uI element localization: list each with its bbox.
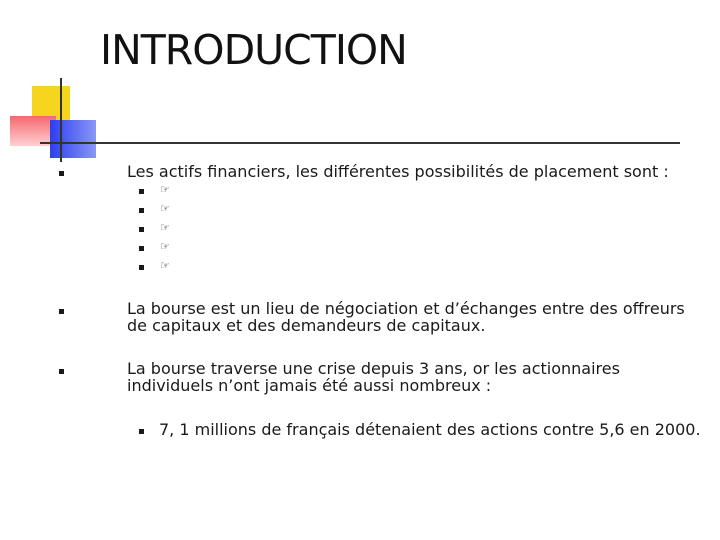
sub-bullet-icon	[139, 227, 144, 232]
bullet-text-line-1: La bourse est un lieu de négociation et d’échanges entre des offreurs	[127, 299, 685, 318]
bullet-icon	[59, 171, 64, 176]
pointing-hand-icon: ☞	[160, 183, 170, 196]
logo-blue-square	[50, 120, 96, 158]
pointing-hand-icon: ☞	[160, 259, 170, 272]
bullet-icon	[59, 309, 64, 314]
pointing-hand-icon: ☞	[160, 221, 170, 234]
sub-bullet-icon	[139, 429, 144, 434]
pointing-hand-icon: ☞	[160, 202, 170, 215]
sub-bullet-icon	[139, 208, 144, 213]
title-underline	[40, 142, 680, 144]
bullet-text-line-1: La bourse traverse une crise depuis 3 ans, or les actionnaires	[127, 359, 620, 378]
bullet-text-line-2: individuels n’ont jamais été aussi nombreux :	[127, 376, 492, 395]
pointing-hand-icon: ☞	[160, 240, 170, 253]
slide-title: INTRODUCTION	[100, 26, 407, 74]
sub-bullet-icon	[139, 189, 144, 194]
logo-vertical-line	[60, 78, 62, 162]
sub-bullet-text: 7, 1 millions de français détenaient des actions contre 5,6 en 2000.	[159, 420, 701, 439]
bullet-text: Les actifs financiers, les différentes possibilités de placement sont :	[127, 162, 669, 181]
bullet-icon	[59, 369, 64, 374]
bullet-text-line-2: de capitaux et des demandeurs de capitaux.	[127, 316, 486, 335]
sub-bullet-icon	[139, 265, 144, 270]
sub-bullet-icon	[139, 246, 144, 251]
